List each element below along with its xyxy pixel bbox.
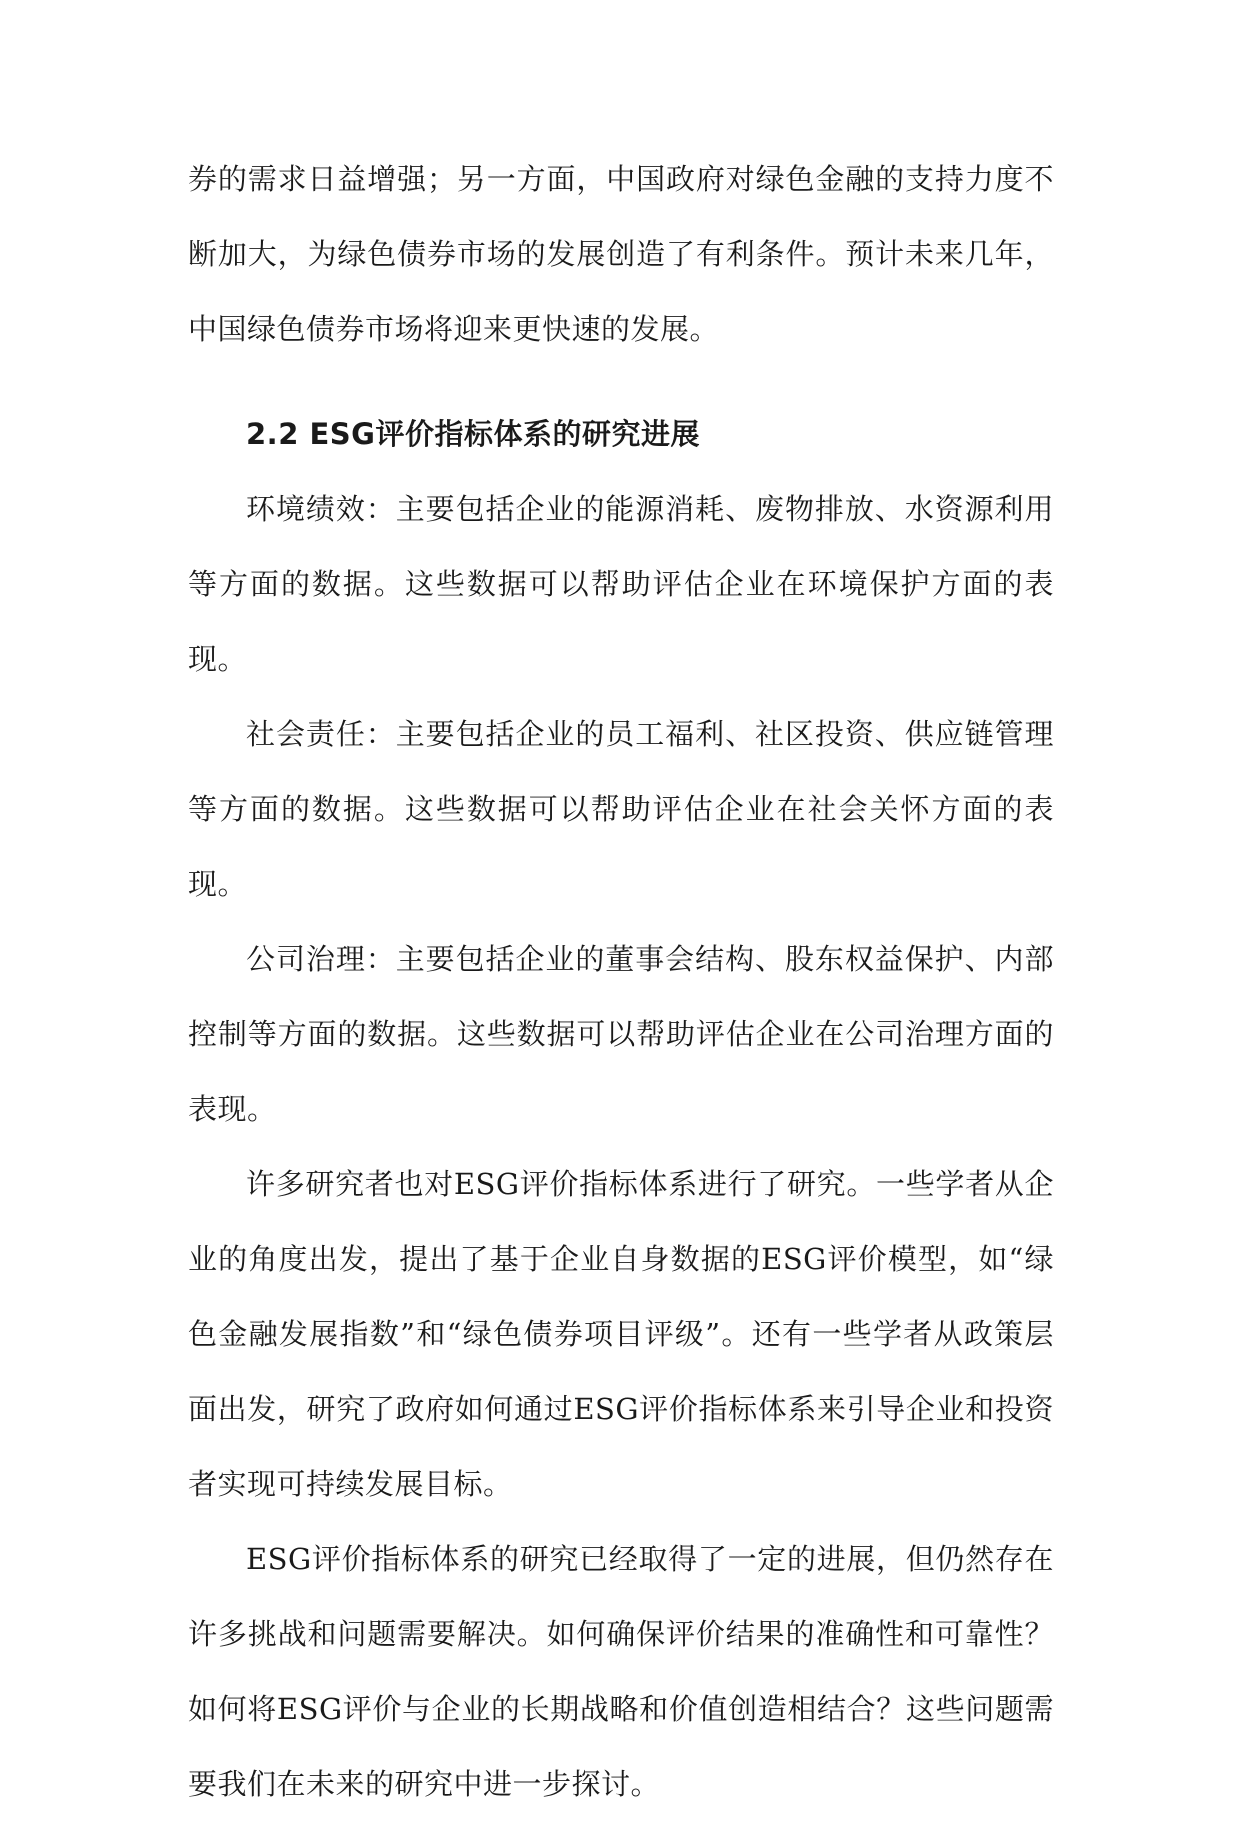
paragraph-social: 社会责任：主要包括企业的员工福利、社区投资、供应链管理等方面的数据。这些数据可以帮助评估企业在社会关怀方面的表现。 (188, 717, 1054, 901)
paragraph-research: 许多研究者也对ESG评价指标体系进行了研究。一些学者从企业的角度出发，提出了基于企业自身数据的ESG评价模型，如“绿色金融发展指数”和“绿色债券项目评级”。还有一些学者从政策层面出发，研究了政府如何通过ESG评价指标体系来引导企业和投资者实现可持续发展目标。 (188, 1167, 1054, 1501)
paragraph-continued: 券的需求日益增强；另一方面，中国政府对绿色金融的支持力度不断加大，为绿色债券市场的发展创造了有利条件。预计未来几年，中国绿色债券市场将迎来更快速的发展。 (188, 162, 1054, 346)
section-spacer (188, 367, 1054, 397)
paragraph-governance: 公司治理：主要包括企业的董事会结构、股东权益保护、内部控制等方面的数据。这些数据可以帮助评估企业在公司治理方面的表现。 (188, 942, 1054, 1126)
paragraph-environment: 环境绩效：主要包括企业的能源消耗、废物排放、水资源利用等方面的数据。这些数据可以帮助评估企业在环境保护方面的表现。 (188, 492, 1054, 676)
section-heading: 2.2 ESG评价指标体系的研究进展 (246, 417, 700, 451)
page-content (188, 142, 1054, 1822)
paragraph-challenges: ESG评价指标体系的研究已经取得了一定的进展，但仍然存在许多挑战和问题需要解决。如何确保评价结果的准确性和可靠性？如何将ESG评价与企业的长期战略和价值创造相结合？这些问题需要我们在未来的研究中进一步探讨。 (188, 1542, 1054, 1801)
